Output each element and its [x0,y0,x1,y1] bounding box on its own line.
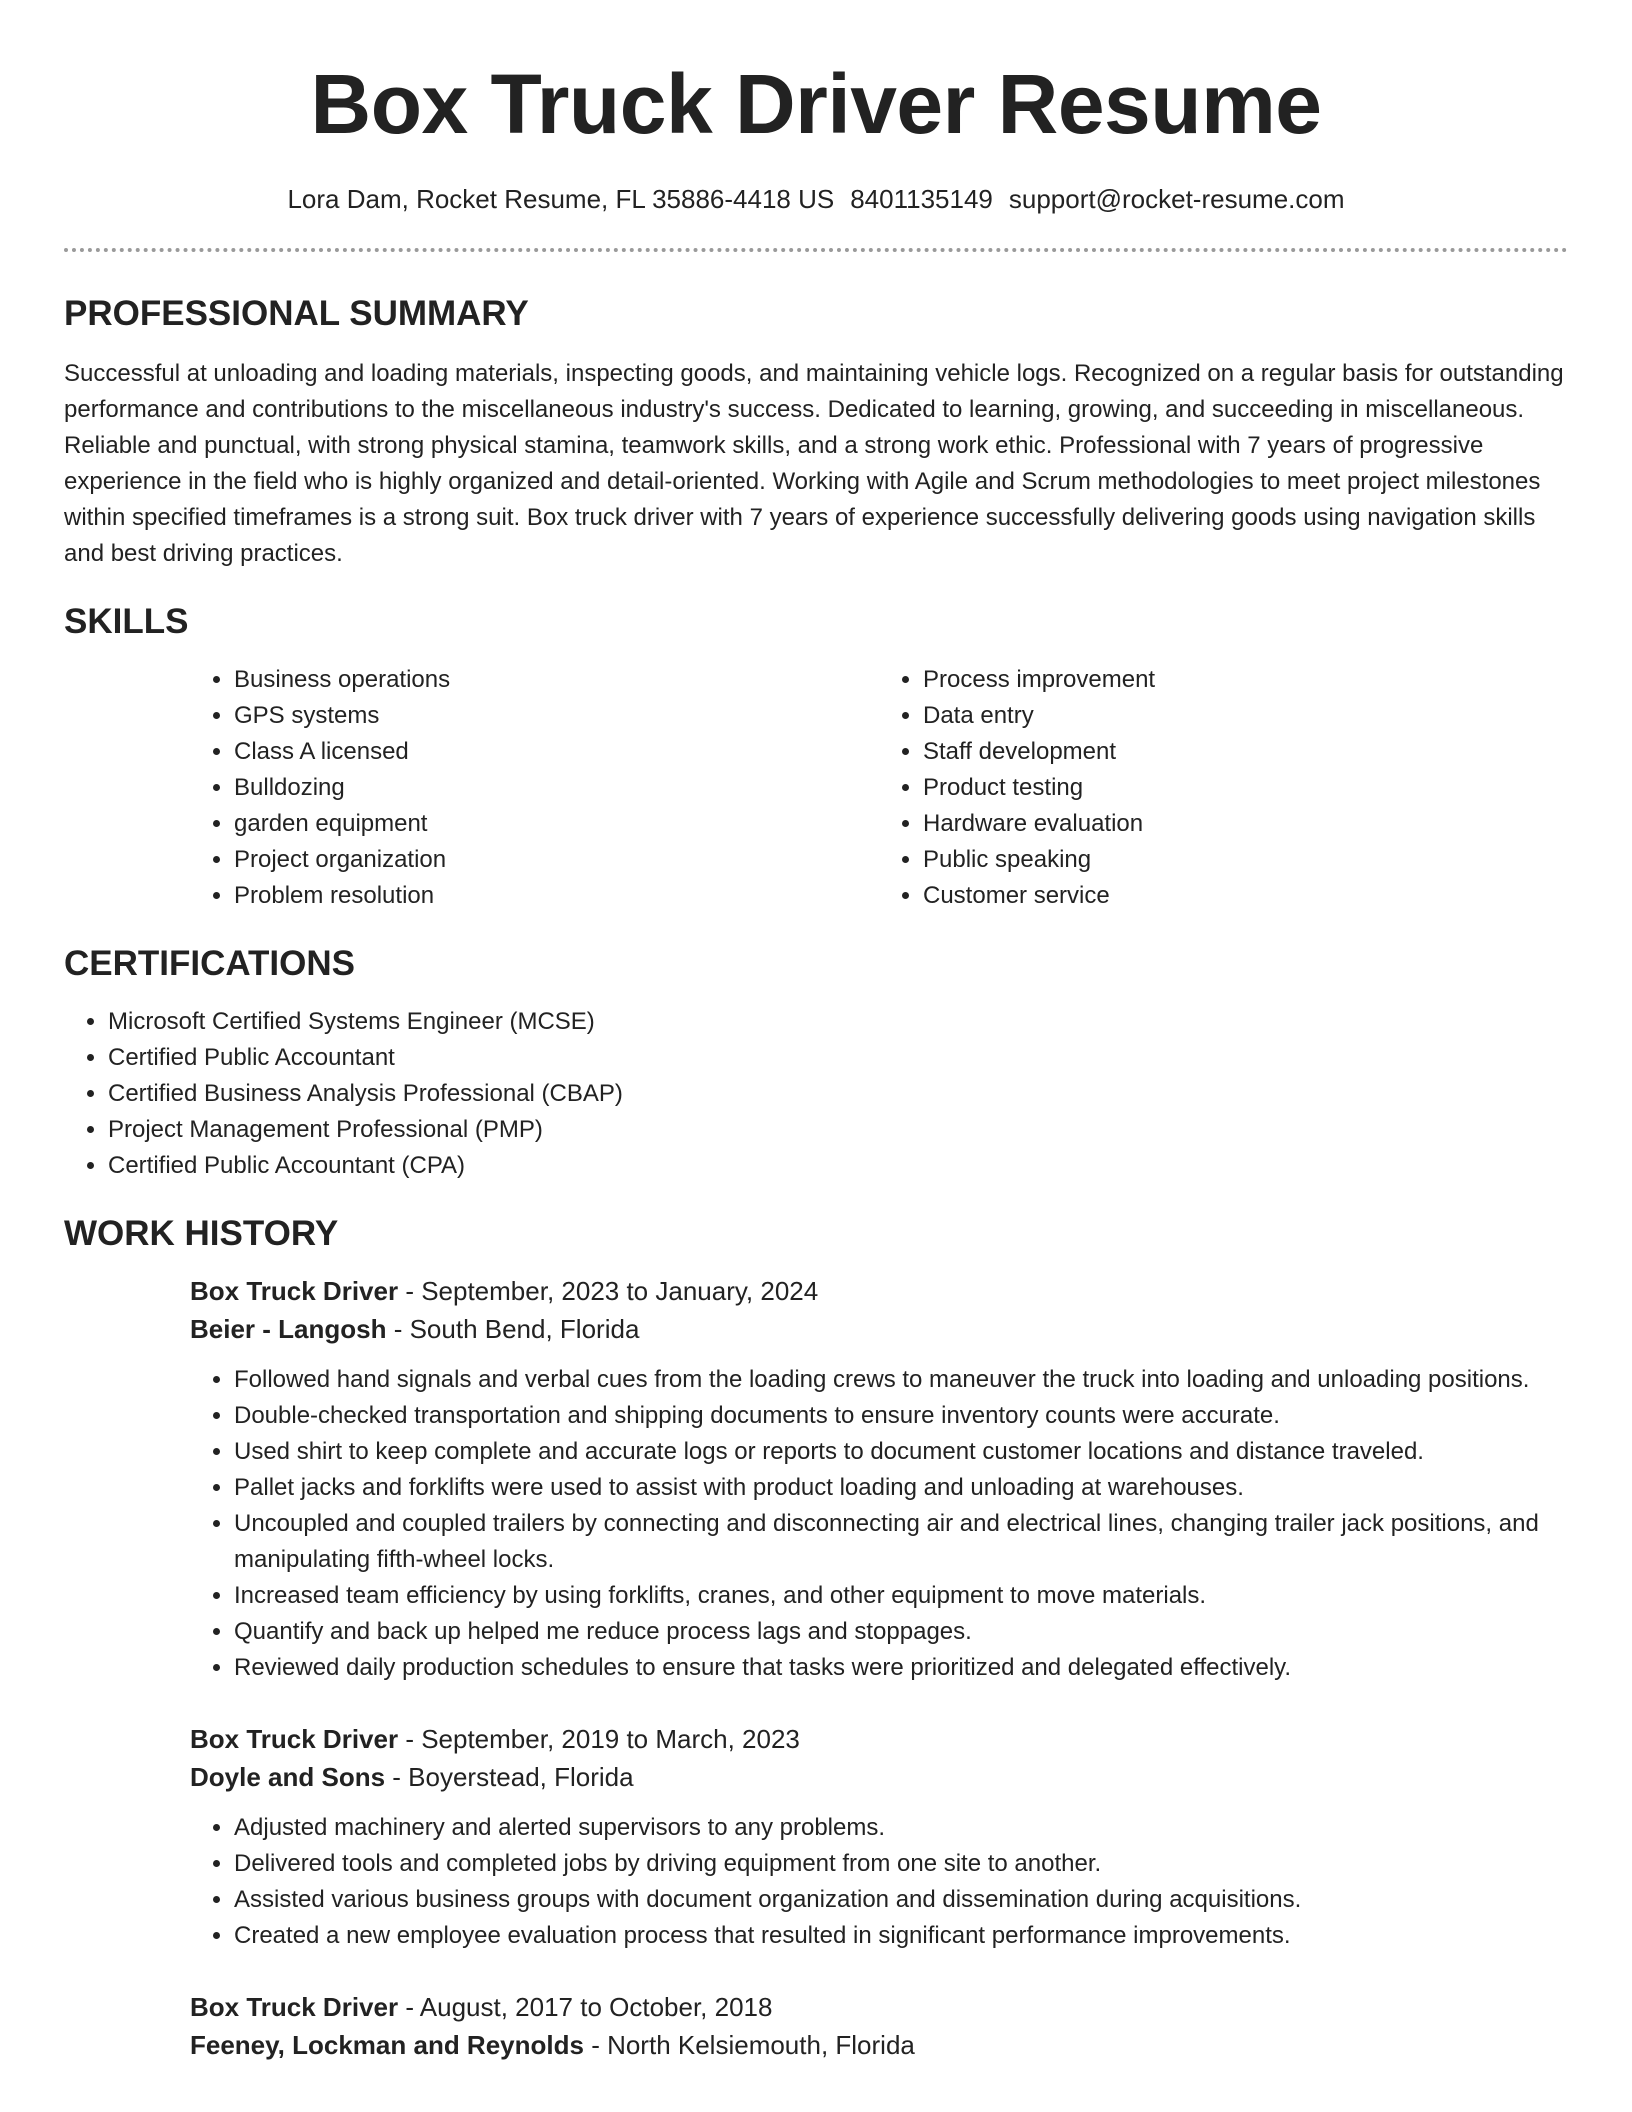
skills-section [64,600,1568,914]
job-duties-list [190,1362,1568,1686]
summary-text: Successful at unloading and loading materials, inspecting goods, and maintaining vehicle logs. Recognized on a regular basis for outstanding performance and contributions to the miscellaneous industry's success. Dedicated to learning, growing, and succeeding in miscellaneous. Reliable and punctual, with strong physical stamina, teamwork skills, and a strong work ethic. Professional with 7 years of progressive experience in the field who is highly organized and detail-oriented. Working with Agile and Scrum methodologies to meet project milestones within specified timeframes is a strong suit. Box truck driver with 7 years of experience successfully delivering goods using navigation skills and best driving practices. [64,360,1564,567]
skills-columns [190,662,1568,914]
job-company-line [190,2026,1568,2064]
job-duty-item: • Double-checked transportation and shipping documents to ensure inventory counts were accurate. [234,1398,1568,1434]
job-duty-item: • Pallet jacks and forklifts were used to assist with product loading and unloading at warehouses. [234,1470,1568,1506]
certification-item: • Certified Business Analysis Professional (CBAP) [108,1076,1568,1112]
job-entry [190,1720,1568,1954]
resume-title: Box Truck Driver Resume [310,57,1322,151]
job-dates: - September, 2023 to January, 2024 [398,1276,819,1306]
job-dates: - September, 2019 to March, 2023 [398,1724,800,1754]
contact-phone: 8401135149 [850,184,993,214]
contact-email: support@rocket-resume.com [1008,184,1345,214]
resume-page [64,0,1568,2112]
job-entry [190,1272,1568,1686]
certification-item: • Certified Public Accountant (CPA) [108,1148,1568,1184]
job-entry [190,1988,1568,2064]
skill-item: • Public speaking [923,842,1568,878]
skill-item: • Process improvement [923,662,1568,698]
skill-item: • Problem resolution [234,878,879,914]
job-title: Box Truck Driver [190,1724,399,1754]
job-company: Feeney, Lockman and Reynolds [190,2030,584,2060]
skill-item: • GPS systems [234,698,879,734]
work-history-heading: WORK HISTORY [64,1214,339,1253]
job-location: - South Bend, Florida [386,1314,640,1344]
job-dates: - August, 2017 to October, 2018 [398,1992,773,2022]
skills-list-left [190,662,879,914]
summary-section [64,292,1568,572]
skills-list-right [879,662,1568,914]
job-title-line [190,1272,1568,1310]
skill-item: • Hardware evaluation [923,806,1568,842]
certifications-heading: CERTIFICATIONS [64,944,356,983]
job-title: Box Truck Driver [190,1276,399,1306]
skill-item: • Business operations [234,662,879,698]
job-location: - Boyerstead, Florida [385,1762,634,1792]
job-company: Beier - Langosh [190,1314,387,1344]
job-title: Box Truck Driver [190,1992,399,2022]
job-duty-item: • Adjusted machinery and alerted supervisors to any problems. [234,1810,1568,1846]
job-location: - North Kelsiemouth, Florida [583,2030,915,2060]
skill-item: • Project organization [234,842,879,878]
job-duty-item: • Used shirt to keep complete and accurate logs or reports to document customer locations and distance traveled. [234,1434,1568,1470]
job-company-line [190,1310,1568,1348]
job-duties-list [190,1810,1568,1954]
job-duty-item: • Assisted various business groups with document organization and dissemination during acquisitions. [234,1882,1568,1918]
skills-heading: SKILLS [64,602,189,641]
skill-item: • Staff development [923,734,1568,770]
skill-item: • Customer service [923,878,1568,914]
certifications-section [64,942,1568,1184]
certification-item: • Microsoft Certified Systems Engineer (MCSE) [108,1004,1568,1040]
job-duty-item: • Followed hand signals and verbal cues from the loading crews to maneuver the truck into loading and unloading positions. [234,1362,1568,1398]
header-divider [64,248,1568,252]
job-company: Doyle and Sons [190,1762,386,1792]
job-duty-item: • Created a new employee evaluation process that resulted in significant performance improvements. [234,1918,1568,1954]
work-history-section [64,1212,1568,2064]
certifications-list [64,1004,1568,1184]
certification-item: • Project Management Professional (PMP) [108,1112,1568,1148]
skill-item: • Data entry [923,698,1568,734]
job-duty-item: • Uncoupled and coupled trailers by connecting and disconnecting air and electrical lines, changing trailer jack positions, and manipulating fifth-wheel locks. [234,1506,1568,1578]
job-duty-item: • Delivered tools and completed jobs by driving equipment from one site to another. [234,1846,1568,1882]
contact-line [64,182,1568,216]
job-title-line [190,1988,1568,2026]
job-company-line [190,1758,1568,1796]
job-duty-item: • Increased team efficiency by using forklifts, cranes, and other equipment to move materials. [234,1578,1568,1614]
skill-item: • Bulldozing [234,770,879,806]
contact-address: Lora Dam, Rocket Resume, FL 35886-4418 US [287,184,835,214]
job-duty-item: • Quantify and back up helped me reduce process lags and stoppages. [234,1614,1568,1650]
summary-heading: PROFESSIONAL SUMMARY [64,294,529,333]
skill-item: • Product testing [923,770,1568,806]
certification-item: • Certified Public Accountant [108,1040,1568,1076]
skill-item: • Class A licensed [234,734,879,770]
skill-item: • garden equipment [234,806,879,842]
job-title-line [190,1720,1568,1758]
job-duty-item: • Reviewed daily production schedules to ensure that tasks were prioritized and delegated effectively. [234,1650,1568,1686]
